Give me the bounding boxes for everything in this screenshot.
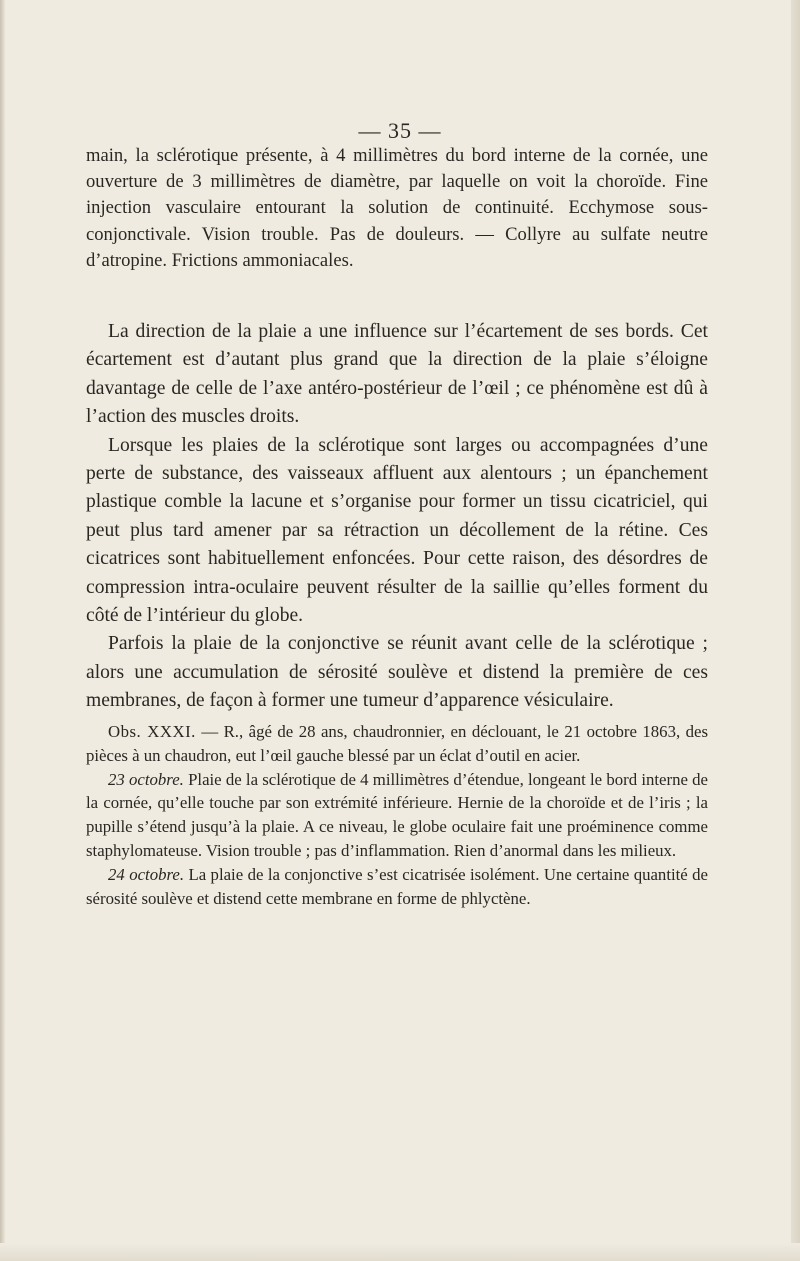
page-edge-left [0,0,5,1261]
page-number: — 35 — [358,118,442,143]
page-edge-bottom [0,1243,800,1261]
case-continuation-paragraph: main, la sclérotique présente, à 4 millimètres du bord interne de la cornée, une ouverture de 3 millimètres de diamètre, par laquelle on voit la choroïde. Fine injection vasculaire entourant la solution de continuité. Ecchymose sous-conjonctivale. Vision trouble. Pas de douleurs. — Collyre au sulfate neutre d’atropine. Frictions ammoniacales. [86,145,708,271]
observation-intro-paragraph [86,720,708,768]
observation-intro: — R., âgé de 28 ans, chaudronnier, en déclouant, le 21 octobre 1863, des pièces à un chaudron, eut l’œil gauche blessé par un éclat d’outil en acier. [86,722,708,765]
observation-day2-paragraph [86,863,708,911]
observation-text-2: La plaie de la conjonctive s’est cicatrisée isolément. Une certaine quantité de sérosité soulève et distend cette membrane en forme de phlyctène. [86,864,709,908]
main-text-block [86,318,708,716]
case-continuation-block [86,143,708,274]
paragraph-conjunctiva: Parfois la plaie de la conjonctive se réunit avant celle de la sclérotique ; alors une accumulation de sérosité soulève et distend la première de ces membranes, de façon à former une tumeur d’apparence vésiculaire. [86,633,708,712]
observation-date-2: 24 octobre. [108,864,185,884]
observation-block [86,720,708,910]
observation-label: Obs. XXXI. [108,722,196,741]
observation-day1-paragraph [86,768,708,863]
paragraph-wound-direction: La direction de la plaie a une influence sur l’écartement de ses bords. Cet écartement est d’autant plus grand que la direction de la plaie s’éloigne davantage de celle de l’axe antéro-postérieur de l’œil ; ce phénomène est dû à l’action des muscles droits. [86,321,708,428]
page-edge-right [791,0,800,1261]
observation-date-1: 23 octobre. [108,769,184,789]
paragraph-large-wounds: Lorsque les plaies de la sclérotique sont larges ou accompagnées d’une perte de substance, des vaisseaux affluent aux alentours ; un épanchement plastique comble la lacune et s’organise pour former un tissu cicatriciel, qui peut plus tard amener par sa rétraction un décollement de la rétine. Ces cicatrices sont habituellement enfoncées. Pour cette raison, des désordres de compression intra-oculaire peuvent résulter de la saillie qu’elles forment du côté de l’intérieur du globe. [86,434,708,627]
observation-text-1: Plaie de la sclérotique de 4 millimètres d’étendue, longeant le bord interne de la cornée, qu’elle touche par son extrémité inférieure. Hernie de la choroïde et de l’iris ; la pupille s’étend jusqu’à la plaie. A ce niveau, le globe oculaire fait une proéminence comme staphylomateuse. Vision trouble ; pas d’inflammation. Rien d’anormal dans les milieux. [86,769,708,860]
